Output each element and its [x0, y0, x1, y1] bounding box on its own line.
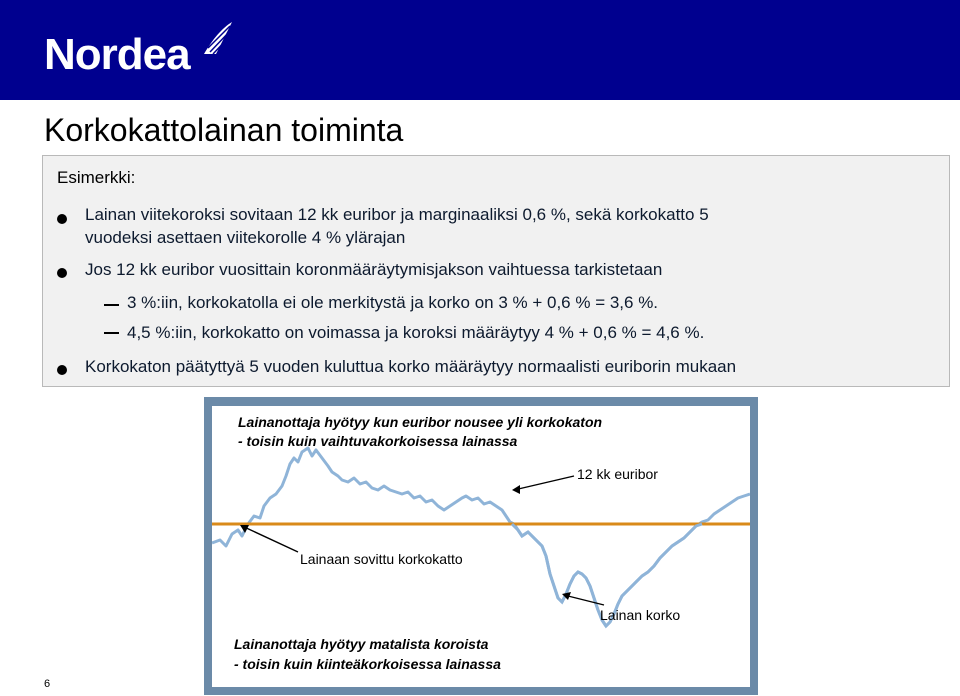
top-caption-line-1: Lainanottaja hyötyy kun euribor nousee yli korkokaton — [238, 414, 603, 430]
diagram-panel — [212, 406, 750, 687]
bullet-dot — [57, 365, 67, 375]
slide-number: 6 — [44, 678, 51, 690]
diagram-frame — [204, 397, 758, 695]
bottom-caption-line-2: - toisin kuin kiinteäkorkoisessa lainassa — [234, 656, 501, 672]
cap-label: Lainaan sovittu korkokatto — [300, 551, 463, 567]
bullet-1-line-1: Lainan viitekoroksi sovitaan 12 kk euribor ja marginaaliksi 0,6 %, sekä korkokatto 5 — [85, 205, 709, 224]
bullet-1-line-2: vuodeksi asettaen viitekorolle 4 % ylärajan — [85, 228, 406, 247]
euribor-curve — [212, 448, 750, 626]
euribor-label: 12 kk euribor — [577, 466, 658, 482]
top-caption-line-2: - toisin kuin vaihtuvakorkoisessa lainassa — [238, 433, 518, 449]
loan-rate-arrow — [564, 595, 604, 605]
bullet-2: Jos 12 kk euribor vuosittain koronmääräytymisjakson vaihtuessa tarkistetaan — [85, 260, 663, 279]
bullet-3: Korkokaton päätyttyä 5 vuoden kuluttua korko määräytyy normaalisti euriborin mukaan — [85, 357, 737, 376]
euribor-arrow — [514, 476, 574, 490]
example-heading: Esimerkki: — [57, 168, 136, 187]
nordea-logo: Nordea — [44, 30, 190, 79]
bullet-dot — [57, 268, 67, 278]
header-band — [0, 0, 960, 100]
example-box — [42, 155, 950, 387]
interest-cap-diagram — [212, 406, 750, 687]
euribor-arrowhead — [512, 485, 520, 494]
sub-bullet-1: 3 %:iin, korkokatolla ei ole merkitystä ja korko on 3 % + 0,6 % = 3,6 %. — [127, 293, 659, 312]
cap-arrow — [242, 526, 298, 552]
sub-bullet-2: 4,5 %:iin, korkokatto on voimassa ja koroksi määräytyy 4 % + 0,6 % = 4,6 %. — [127, 323, 705, 342]
bottom-caption-line-1: Lainanottaja hyötyy matalista koroista — [234, 636, 489, 652]
bullet-dot — [57, 214, 67, 224]
loan-rate-label: Lainan korko — [600, 607, 681, 623]
sail-icon — [200, 18, 236, 58]
sub-bullet-dash — [104, 332, 119, 334]
sub-bullet-dash — [104, 304, 119, 306]
slide-title: Korkokattolainan toiminta — [44, 112, 404, 148]
